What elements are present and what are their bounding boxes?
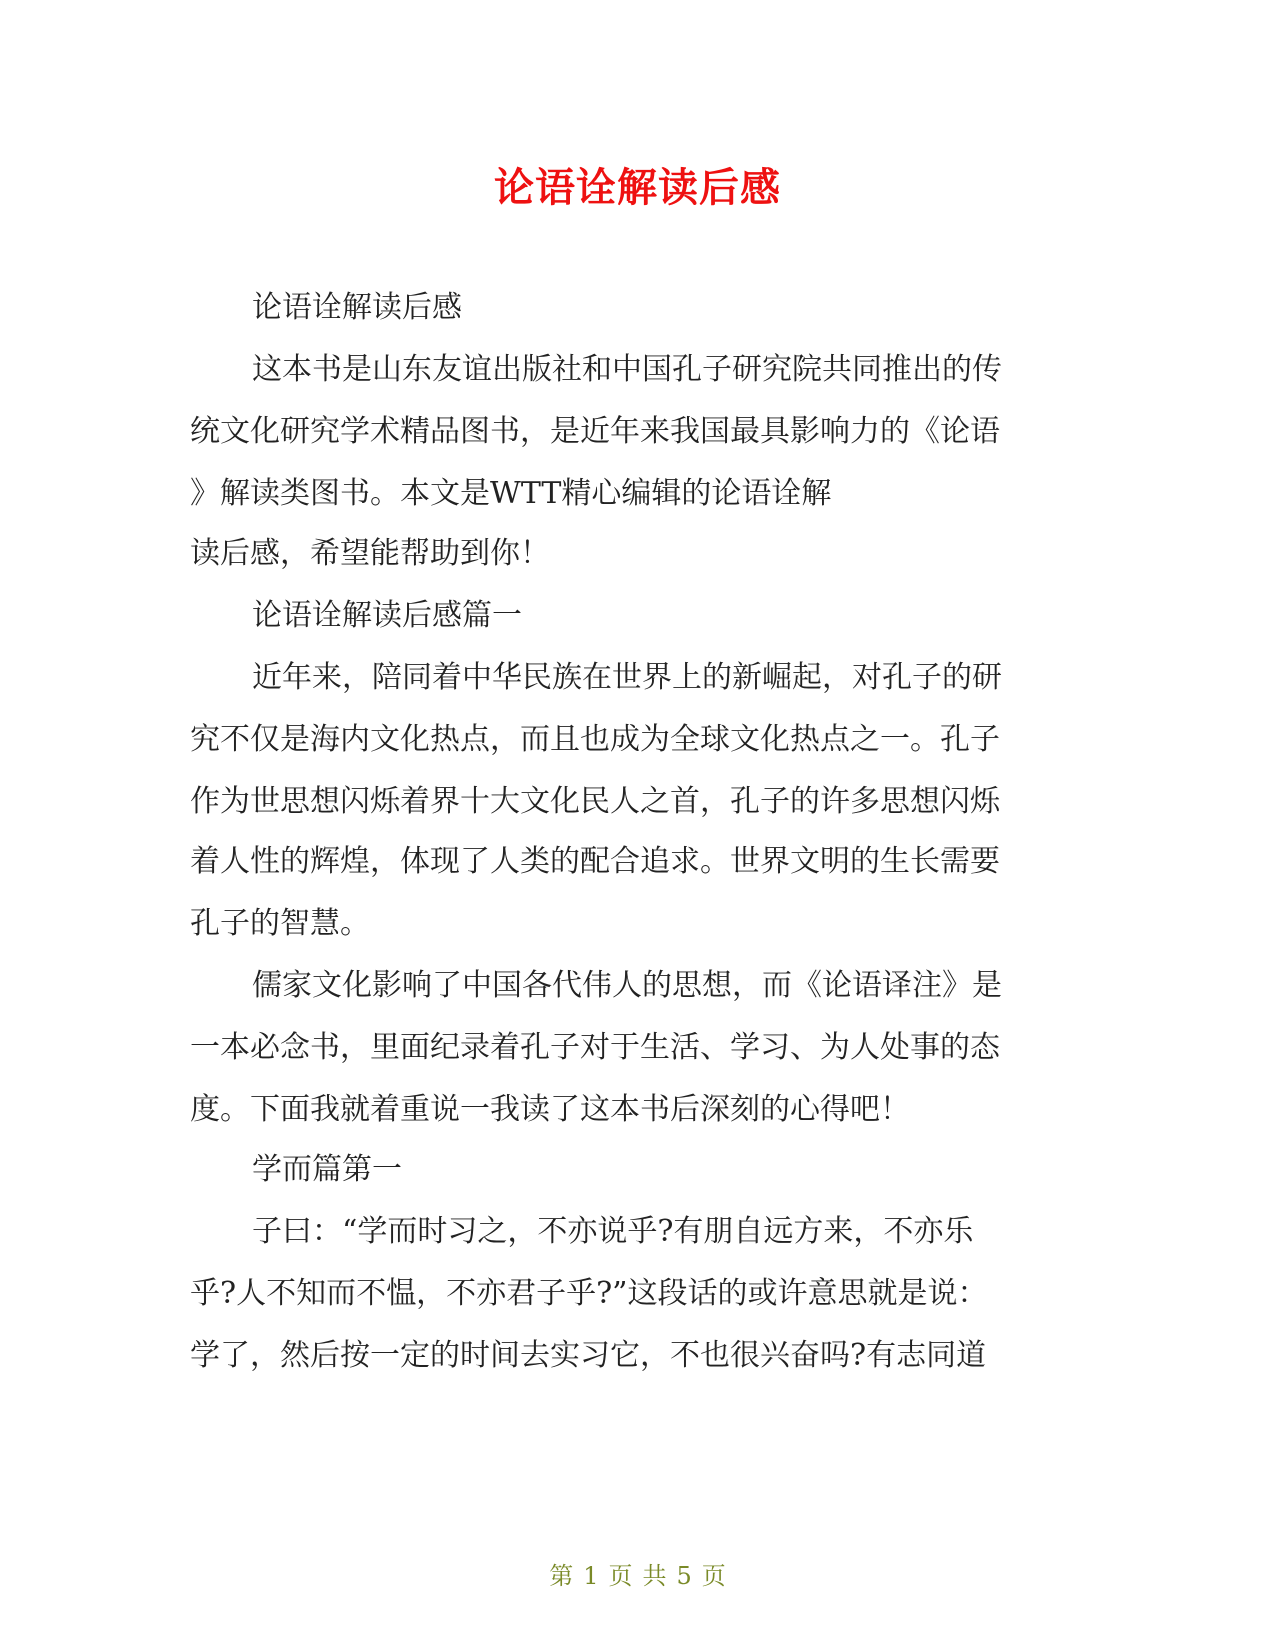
- footer-label-total-unit: 页: [701, 1562, 726, 1590]
- page-footer: [0, 1560, 1275, 1592]
- paragraph-line: 学了，然后按一定的时间去实习它，不也很兴奋吗?有志同道: [190, 1338, 987, 1373]
- paragraph-line: 读后感，希望能帮助到你！: [190, 536, 550, 571]
- paragraph-line: 究不仅是海内文化热点，而且也成为全球文化热点之一。孔子: [190, 722, 1000, 757]
- paragraph-line: 作为世思想闪烁着界十大文化民人之首，孔子的许多思想闪烁: [190, 784, 1000, 819]
- paragraph-line: 论语诠解读后感篇一: [252, 598, 522, 633]
- footer-label-page-unit: 页: [608, 1562, 633, 1590]
- footer-label-page: 第: [549, 1562, 574, 1590]
- paragraph-line: 着人性的辉煌，体现了人类的配合追求。世界文明的生长需要: [190, 844, 1000, 879]
- paragraph-line: 乎?人不知而不愠，不亦君子乎?”这段话的或许意思就是说：: [190, 1276, 988, 1311]
- paragraph-line: 子曰：“学而时习之，不亦说乎?有朋自远方来，不亦乐: [252, 1214, 974, 1249]
- paragraph-line: 学而篇第一: [252, 1152, 402, 1187]
- paragraph-line: 孔子的智慧。: [190, 906, 370, 941]
- footer-current-page: 1: [583, 1562, 599, 1590]
- page-title: 论语诠解读后感: [494, 165, 781, 211]
- paragraph-line: 儒家文化影响了中国各代伟人的思想，而《论语译注》是: [252, 968, 1002, 1003]
- paragraph-line: 这本书是山东友谊出版社和中国孔子研究院共同推出的传: [252, 352, 1002, 387]
- paragraph-line: 近年来，陪同着中华民族在世界上的新崛起，对孔子的研: [252, 660, 1002, 695]
- footer-total-pages: 5: [676, 1562, 692, 1590]
- paragraph-line: 论语诠解读后感: [252, 290, 462, 325]
- paragraph-line: 统文化研究学术精品图书，是近年来我国最具影响力的《论语: [190, 414, 1000, 449]
- paragraph-line: 一本必念书，里面纪录着孔子对于生活、学习、为人处事的态: [190, 1030, 1000, 1065]
- footer-label-total: 共: [642, 1562, 667, 1590]
- paragraph-line: 度。下面我就着重说一我读了这本书后深刻的心得吧！: [190, 1092, 910, 1127]
- paragraph-line: 》解读类图书。本文是WTT精心编辑的论语诠解: [190, 476, 832, 511]
